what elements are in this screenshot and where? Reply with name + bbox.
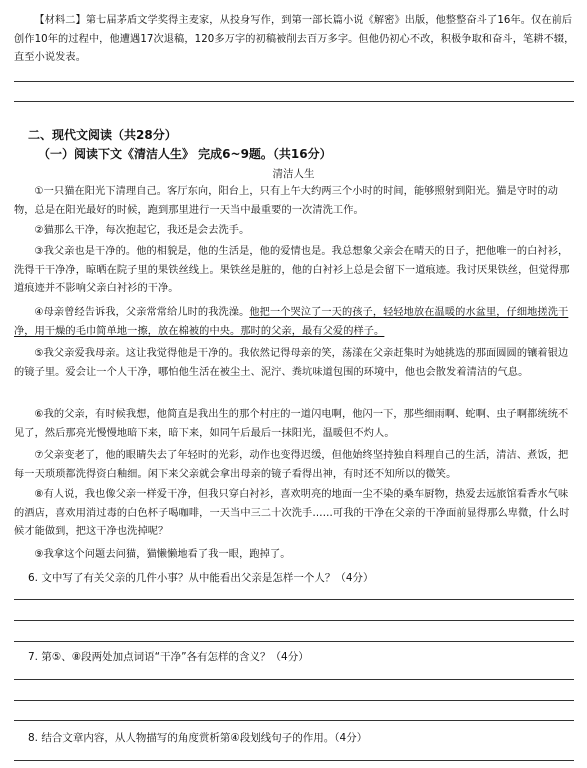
section-title: 二、现代文阅读（共28分） (28, 128, 177, 142)
answer-line (14, 599, 574, 600)
answer-line (14, 81, 574, 82)
material-two-paragraph: 【材料二】第七届茅盾文学奖得主麦家，从投身写作，到第一部长篇小说《解密》出版，他整整奋斗了16年。仅在前后创作10年的过程中，他遭遇17次退稿，120多万字的初稿被削去百万多字。但他仍初心不改，积极争取和奋斗，笔耕不辍，直至小说发表。 (14, 15, 575, 63)
answer-line (14, 760, 574, 761)
question-7: 7. 第⑤、⑧段两处加点词语“干净”各有怎样的含义？（4分） (28, 651, 309, 663)
essay-paragraph-7: ⑦父亲变老了，他的眼睛失去了年轻时的光彩，动作也变得迟缓，但他始终坚持独自料理自己的生活，清洁、煮饭，把每一天琐琐都洗得资白釉细。闲下来父亲就会拿出母亲的镜子看得出神，有时还不知所以的微笑。 (14, 450, 569, 480)
essay-paragraph-2: ②猫那么干净，每次抱起它，我还是会去洗手。 (34, 225, 250, 236)
answer-line (14, 679, 574, 680)
answer-line (14, 620, 574, 621)
answer-line (14, 720, 574, 721)
answer-line (14, 700, 574, 701)
essay-paragraph-8: ⑧有人说，我也像父亲一样爱干净，但我只穿白衬衫，喜欢明亮的地面一尘不染的桑车厨物，热爱去远旅馆看香水气味的酒店，喜欢用消过毒的白色杯子喝咖啡，一天当中三二十次洗手……可我的干净在父亲的干净面前显得那么卑微，什么时候才能做到，把这干净也洗掉呢？ (14, 489, 570, 537)
essay-paragraph-4 (14, 304, 576, 341)
essay-paragraph-9: ⑨我拿这个问题去问猫，猫懒懒地看了我一眼，跑掉了。 (34, 549, 291, 560)
essay-title: 清洁人生 (272, 168, 315, 180)
underlined-sentence: 他把一个哭泣了一天的孩子，轻轻地放在温暖的水盆里，仔细地搓洗干净，用干燥的毛巾简单地一擦，放在棉被的中央。那时的父亲，最有父爱的样子。 (14, 307, 569, 337)
paragraph-4-lead: ④母亲曾经告诉我，父亲常常给儿时的我洗澡。 (34, 307, 250, 318)
subsection-title: （一）阅读下文《清洁人生》 完成6~9题。（共16分） (38, 147, 332, 161)
question-8: 8. 结合文章内容，从人物描写的角度赏析第④段划线句子的作用。（4分） (28, 732, 368, 744)
answer-line (14, 101, 574, 102)
essay-paragraph-6: ⑥我的父亲，有时候我想，他简直是我出生的那个村庄的一道闪电啊，他闪一下，那些细雨啊、蛇啊、虫子啊都统统不见了，然后那亮光慢慢地暗下来，暗下来，如同午后最后一抹阳光，温暖但不灼人。 (14, 409, 569, 439)
essay-paragraph-1: ①一只猫在阳光下清理自己。客厅东向，阳台上，只有上午大约两三个小时的时间，能够照射到阳光。猫是守时的动物，总是在阳光最好的时候，跑到那里进行一天当中最重要的一次清洗工作。 (14, 186, 558, 216)
question-6: 6. 文中写了有关父亲的几件小事？从中能看出父亲是怎样一个人？（4分） (28, 572, 374, 584)
essay-paragraph-3: ③我父亲也是干净的。他的相貌是，他的生活是，他的爱情也是。我总想象父亲会在晴天的日子，把他唯一的白衬衫，洗得干干净净，晾晒在院子里的果铁丝线上。果铁丝是脏的，他的白衬衫上总是会留下一道痕迹。我讨厌果铁丝，但觉得那道痕迹并不影响父亲白衬衫的干净。 (14, 246, 570, 294)
essay-paragraph-5: ⑤我父亲爱我母亲。这让我觉得他是干净的。我依然记得母亲的笑，荡漾在父亲赶集时为她挑选的那面圆圆的镶着银边的镜子里。爱会让一个人干净，哪怕他生活在被尘土、泥泞、粪坑味道包围的环境中，他也会散发着清洁的气息。 (14, 348, 569, 378)
answer-line (14, 641, 574, 642)
